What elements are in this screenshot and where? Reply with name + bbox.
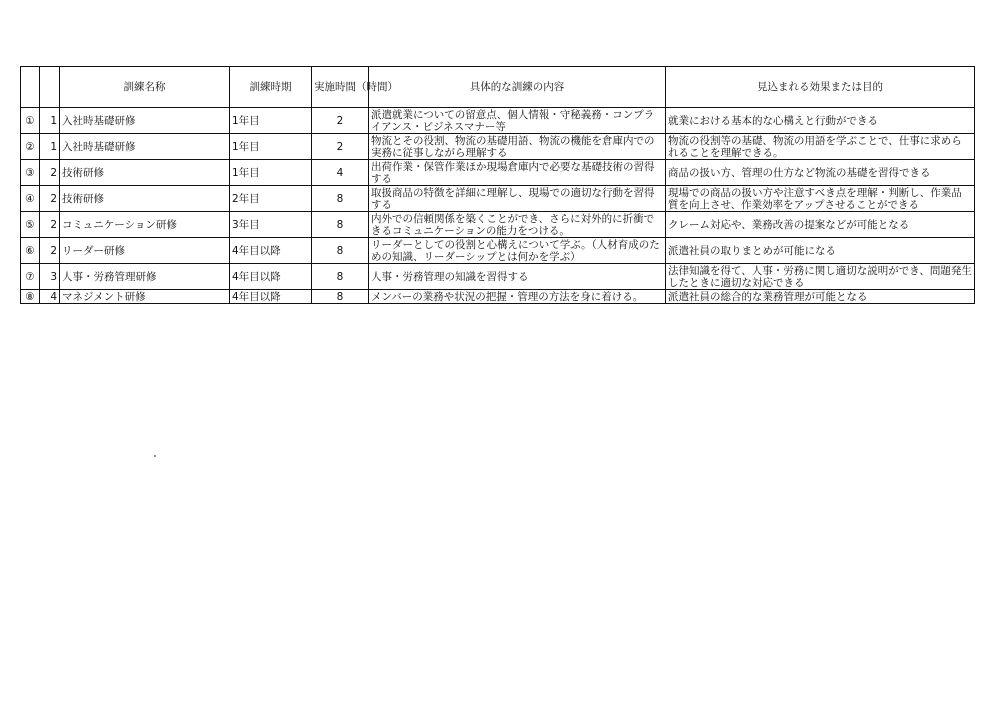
row-effect: クレーム対応や、業務改善の提案などが可能となる bbox=[666, 212, 975, 238]
row-mark: ③ bbox=[21, 160, 40, 186]
table-row bbox=[21, 160, 975, 186]
row-level: 1 bbox=[40, 108, 60, 134]
row-period: 1年目 bbox=[230, 134, 312, 160]
row-mark: ⑤ bbox=[21, 212, 40, 238]
row-hours: 2 bbox=[312, 108, 369, 134]
row-effect: 商品の扱い方、管理の仕方など物流の基礎を習得できる bbox=[666, 160, 975, 186]
row-training-name: 技術研修 bbox=[60, 160, 230, 186]
row-training-name: 入社時基礎研修 bbox=[60, 134, 230, 160]
row-content: 出荷作業・保管作業ほか現場倉庫内で必要な基礎技術の習得する bbox=[369, 160, 666, 186]
table-row bbox=[21, 264, 975, 290]
row-period: 3年目 bbox=[230, 212, 312, 238]
scan-speck bbox=[154, 455, 156, 457]
row-level: 2 bbox=[40, 212, 60, 238]
row-content: 取扱商品の特徴を詳細に理解し、現場での適切な行動を習得する bbox=[369, 186, 666, 212]
table-row bbox=[21, 238, 975, 264]
row-effect: 派遣社員の取りまとめが可能になる bbox=[666, 238, 975, 264]
row-mark: ④ bbox=[21, 186, 40, 212]
row-hours: 2 bbox=[312, 134, 369, 160]
table-row bbox=[21, 212, 975, 238]
row-training-name: マネジメント研修 bbox=[60, 290, 230, 304]
row-level: 4 bbox=[40, 290, 60, 304]
row-training-name: コミュニケーション研修 bbox=[60, 212, 230, 238]
row-effect: 法律知識を得て、人事・労務に関し適切な説明ができ、問題発生したときに適切な対応できる bbox=[666, 264, 975, 290]
row-level: 3 bbox=[40, 264, 60, 290]
row-level: 2 bbox=[40, 238, 60, 264]
row-period: 2年目 bbox=[230, 186, 312, 212]
header-training-period: 訓練時期 bbox=[230, 67, 312, 108]
row-effect: 派遣社員の総合的な業務管理が可能となる bbox=[666, 290, 975, 304]
row-mark: ⑥ bbox=[21, 238, 40, 264]
row-mark: ② bbox=[21, 134, 40, 160]
header-training-name: 訓練名称 bbox=[60, 67, 230, 108]
row-content: 物流とその役割、物流の基礎用語、物流の機能を倉庫内での実務に従事しながら理解する bbox=[369, 134, 666, 160]
row-hours: 8 bbox=[312, 238, 369, 264]
table-row bbox=[21, 108, 975, 134]
row-level: 2 bbox=[40, 160, 60, 186]
row-period: 4年目以降 bbox=[230, 238, 312, 264]
row-mark: ① bbox=[21, 108, 40, 134]
row-hours: 8 bbox=[312, 186, 369, 212]
row-period: 1年目 bbox=[230, 108, 312, 134]
row-hours: 8 bbox=[312, 290, 369, 304]
header-hours: 実施時間（時間） bbox=[312, 67, 369, 108]
row-mark: ⑦ bbox=[21, 264, 40, 290]
header-mark bbox=[21, 67, 40, 108]
row-effect: 物流の役割等の基礎、物流の用語を学ぶことで、仕事に求められることを理解できる。 bbox=[666, 134, 975, 160]
header-level bbox=[40, 67, 60, 108]
row-level: 2 bbox=[40, 186, 60, 212]
row-period: 4年目以降 bbox=[230, 290, 312, 304]
row-content: 人事・労務管理の知識を習得する bbox=[369, 264, 666, 290]
training-table bbox=[20, 66, 975, 304]
row-effect: 就業における基本的な心構えと行動ができる bbox=[666, 108, 975, 134]
row-mark: ⑧ bbox=[21, 290, 40, 304]
row-hours: 8 bbox=[312, 212, 369, 238]
table-row bbox=[21, 186, 975, 212]
row-hours: 8 bbox=[312, 264, 369, 290]
row-content: 内外での信頼関係を築くことができ、さらに対外的に折衝できるコミュニケーションの能力をつける。 bbox=[369, 212, 666, 238]
header-effect: 見込まれる効果または目的 bbox=[666, 67, 975, 108]
row-training-name: 技術研修 bbox=[60, 186, 230, 212]
row-hours: 4 bbox=[312, 160, 369, 186]
header-content: 具体的な訓練の内容 bbox=[369, 67, 666, 108]
row-period: 1年目 bbox=[230, 160, 312, 186]
row-content: リーダーとしての役割と心構えについて学ぶ。（人材育成のための知識、リーダーシップとは何かを学ぶ） bbox=[369, 238, 666, 264]
table-header-row bbox=[21, 67, 975, 108]
row-training-name: 人事・労務管理研修 bbox=[60, 264, 230, 290]
table-row bbox=[21, 134, 975, 160]
row-training-name: 入社時基礎研修 bbox=[60, 108, 230, 134]
row-training-name: リーダー研修 bbox=[60, 238, 230, 264]
row-effect: 現場での商品の扱い方や注意すべき点を理解・判断し、作業品質を向上させ、作業効率をアップさせることができる bbox=[666, 186, 975, 212]
table-row bbox=[21, 290, 975, 304]
row-content: メンバーの業務や状況の把握・管理の方法を身に着ける。 bbox=[369, 290, 666, 304]
row-content: 派遣就業についての留意点、個人情報・守秘義務・コンプライアンス・ビジネスマナー等 bbox=[369, 108, 666, 134]
row-period: 4年目以降 bbox=[230, 264, 312, 290]
row-level: 1 bbox=[40, 134, 60, 160]
